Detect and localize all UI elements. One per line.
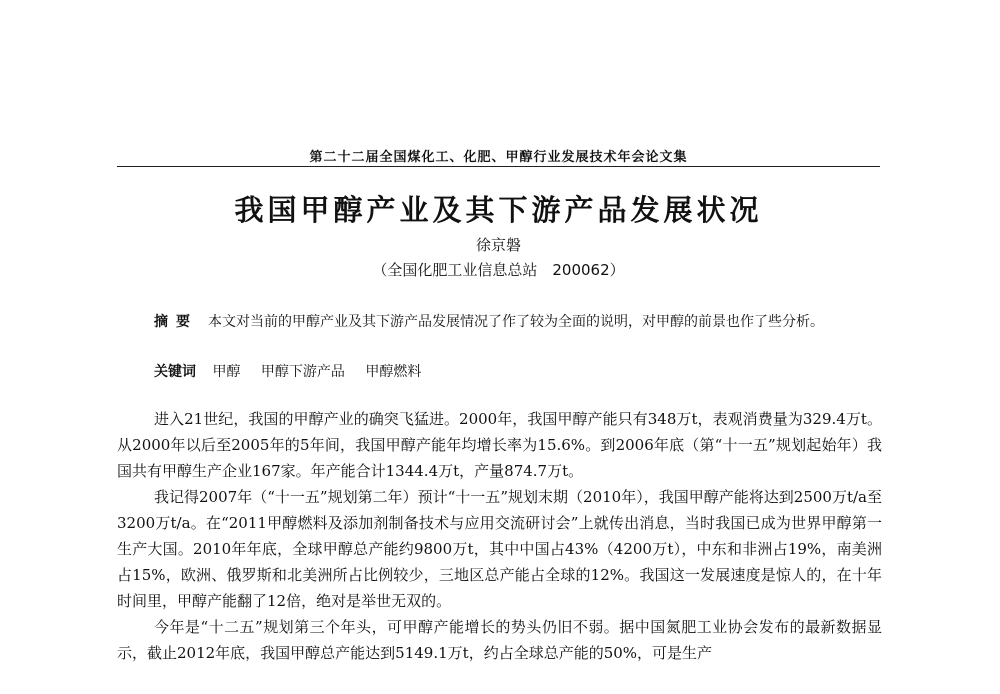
abstract-label: 摘要 — [154, 314, 198, 330]
running-header: 第二十二届全国煤化工、化肥、甲醇行业发展技术年会论文集 — [309, 150, 688, 165]
author-name: 徐京磐 — [475, 236, 521, 254]
keyword-item: 甲醇下游产品 — [260, 364, 345, 380]
header-rule — [117, 166, 880, 167]
body-text — [117, 406, 882, 666]
keywords-label: 关键词 — [154, 364, 196, 380]
abstract — [117, 309, 882, 336]
body-paragraph: 今年是“十二五”规划第三个年头，可甲醇产能增长的势头仍旧不弱。据中国氮肥工业协会发布的最新数据显示，截止2012年底，我国甲醇总产能达到5149.1万t，约占全球总产能的50%，可是生产 — [117, 618, 882, 662]
keywords — [154, 361, 874, 381]
keyword-item: 甲醇燃料 — [365, 364, 422, 380]
author-affiliation: （全国化肥工业信息总站 200062） — [372, 261, 625, 279]
body-paragraph: 进入21世纪，我国的甲醇产业的确突飞猛进。2000年，我国甲醇产能只有348万t，表观消费量为329.4万t。从2000年以后至2005年的5年间，我国甲醇产能年均增长率为15.6%。到2006年底（第“十一五”规划起始年）我国共有甲醇生产企业167家。年产能合计1344.4万t，产量874.7万t。 — [117, 410, 882, 480]
abstract-text: 本文对当前的甲醇产业及其下游产品发展情况了作了较为全面的说明，对甲醇的前景也作了些分析。 — [208, 314, 824, 330]
paper-title: 我国甲醇产业及其下游产品发展状况 — [234, 193, 763, 227]
body-paragraph: 我记得2007年（“十一五”规划第二年）预计“十一五”规划末期（2010年），我国甲醇产能将达到2500万t/a至3200万t/a。在“2011甲醇燃料及添加剂制备技术与应用交流研讨会”上就传出消息，当时我国已成为世界甲醇第一生产大国。2010年年底，全球甲醇总产能约9800万t，其中中国占43%（4200万t），中东和非洲占19%，南美洲占15%，欧洲、俄罗斯和北美洲所占比例较少，三地区总产能占全球的12%。我国这一发展速度是惊人的，在十年时间里，甲醇产能翻了12倍，绝对是举世无双的。 — [117, 488, 882, 610]
keyword-item: 甲醇 — [212, 364, 241, 380]
